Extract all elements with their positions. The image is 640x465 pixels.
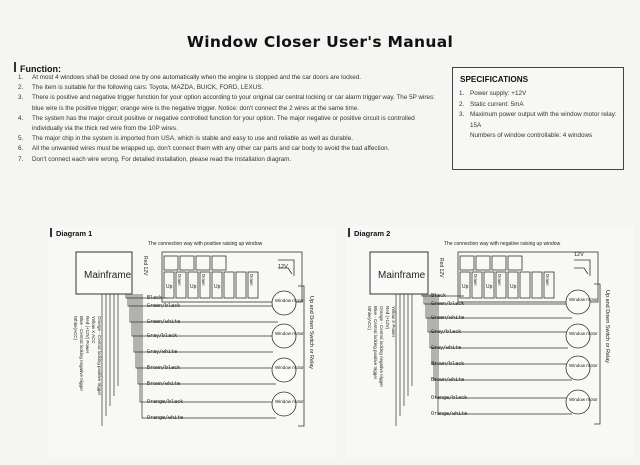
item-text: Power supply: +12V (470, 90, 527, 97)
spec-item (459, 110, 619, 131)
item-text: The system has the major circuit positive or negative controlled function for your option. The major negative or positive circuit is controlled individually via the thick red wire from the 10P wires. (32, 114, 415, 133)
item-number: 3. (18, 94, 24, 102)
diagram-1 (48, 226, 336, 458)
function-item (18, 83, 438, 93)
item-number: 6. (18, 145, 24, 153)
page-title: Window Closer User's Manual (186, 33, 454, 51)
item-number: 3. (459, 111, 465, 118)
relay-up-label: Up (462, 284, 469, 290)
wire-label: Green/white (147, 319, 181, 325)
section-marker (14, 62, 16, 72)
item-number: 2. (18, 84, 24, 92)
function-item (18, 93, 438, 113)
relay-down-label: Down (249, 274, 254, 286)
relay-up-label: Up (190, 284, 197, 290)
wire-label: Brown/black (147, 365, 181, 371)
mainframe-label: Mainframe (378, 270, 426, 281)
wire-label: Green/black (431, 301, 465, 307)
left-wire-label: Red (+12V) Power (85, 316, 90, 354)
wire-harness (396, 294, 572, 426)
relay-up-label: Up (166, 284, 173, 290)
relay-down-label: Down (177, 274, 182, 286)
12v-label: 12V (574, 252, 584, 258)
wire-harness (102, 294, 278, 426)
item-text: Maximum power output with the window motor relay: 15A (470, 111, 617, 129)
item-text: All the unwanted wires must be wrapped up, don't connect them with any other car parts and car body to avoid the bad affection. (32, 145, 390, 153)
switch-bracket (298, 286, 304, 426)
section-marker (50, 228, 52, 237)
item-text: Static current: 5mA (470, 100, 524, 108)
motor-label: Window motor (275, 298, 304, 303)
12v-label: 12V (278, 264, 288, 270)
wire-label: Gray/black (147, 333, 178, 339)
left-wire-label: Red (+12V) (385, 306, 390, 330)
item-text: There is positive and negative trigger function for your option according to your original car central locking or car alarm trigger way. The 5P wires: blue wire is the positive trigger; orange wire is the negative trigger. Notice: don't connect the 2 wires at the same time. (32, 94, 435, 112)
left-wire-label: Blue - Central locking positive trigger (373, 306, 378, 380)
left-wire-label: Blue - Central locking negative trigger (79, 316, 84, 392)
item-number: 2. (459, 100, 465, 108)
wire-label: Orange/white (431, 411, 468, 417)
motor-label: Window motor (275, 331, 304, 336)
item-number: 4. (18, 114, 24, 122)
function-item (18, 73, 438, 83)
relay-up-label: Up (486, 284, 493, 290)
motor-label: Window motor (569, 331, 598, 336)
wire-label: Brown/black (431, 361, 465, 367)
relay-down-label: Down (497, 274, 502, 286)
diagram-label: Diagram 1 (56, 229, 93, 238)
motor-label: Window motor (569, 363, 598, 368)
specifications-heading: SPECIFICATIONS (460, 75, 529, 84)
wire-label: Brown/white (431, 377, 465, 383)
spec-item (459, 131, 619, 142)
item-text: Numbers of window controllable: 4 windows (470, 132, 593, 139)
wire-label: Black (431, 293, 447, 299)
item-text: Don't connect each wire wrong. For detailed installation, please read the Installation diagram. (32, 155, 292, 163)
wire-label: Orange/black (147, 399, 184, 405)
function-item (18, 144, 438, 154)
item-text: At most 4 windows shall be closed one by one automatically when the engine is stopped and the car doors are locked. (32, 74, 362, 81)
wire-label: Gray/white (147, 349, 178, 355)
switch-label: Up and Down Switch or Relay (308, 296, 314, 370)
wire-label: Green/black (147, 303, 181, 309)
item-number: 1. (459, 90, 465, 97)
wire-label: Green/white (431, 315, 465, 321)
motor-label: Window motor (569, 297, 598, 302)
function-item (18, 155, 438, 165)
function-list (18, 73, 438, 165)
function-item (18, 114, 438, 134)
wire-label: Gray/black (431, 329, 462, 335)
relay-up-label: Up (510, 284, 517, 290)
motor-label: Window motor (275, 365, 304, 370)
relay-down-label: Down (473, 274, 478, 286)
relay-up-label: Up (214, 284, 221, 290)
wire-label: Black (147, 295, 163, 301)
switch-label: Up and Down Switch or Relay (604, 290, 610, 364)
left-wire-label: White(ACC) (367, 306, 372, 331)
spec-item (459, 89, 619, 100)
wire-label: Orange/black (431, 395, 468, 401)
relay-down-label: Down (545, 274, 550, 286)
specifications-list (459, 89, 619, 142)
item-text: The item is suitable for the following cars: Toyota, MAZDA, BUICK, FORD, LEXUS. (32, 84, 264, 92)
window-motors (566, 290, 590, 414)
wire-label: Brown/white (147, 381, 181, 387)
wire-label: Gray/white (431, 345, 462, 351)
switch-bracket (594, 284, 600, 424)
item-number: 7. (18, 155, 24, 163)
left-wire-label: Orange - Central locking negative trigger (379, 306, 384, 388)
left-wire-label: Yellow X Power (391, 306, 396, 338)
diagram-label: Diagram 2 (354, 229, 391, 238)
window-motors (272, 291, 296, 416)
motor-label: Window motor (569, 397, 598, 402)
section-marker (348, 228, 350, 237)
motor-label: Window motor (275, 399, 304, 404)
diagram-caption: The connection way with negative raising up window (444, 241, 561, 247)
diagram-caption: The connection way with positive raising up window (148, 241, 263, 247)
function-heading: Function: (20, 64, 61, 74)
mainframe-label: Mainframe (84, 270, 132, 281)
function-item (18, 134, 438, 144)
left-wire-label: Yellow X ACC (91, 316, 96, 344)
wire-label: Orange/white (147, 415, 184, 421)
spec-item (459, 100, 619, 111)
item-text: The major chip in the system is imported from USA, which is stable and easy to use and reliable as well as durable. (32, 135, 353, 143)
wiring-diagram (346, 226, 634, 458)
left-wire-label: White(ACC) (73, 316, 78, 341)
item-number: 1. (18, 74, 24, 81)
specifications-box (452, 67, 624, 170)
wiring-diagram (48, 226, 336, 458)
relay-down-label: Down (201, 274, 206, 286)
red-12v-label: Red 12V (142, 256, 148, 276)
left-wire-label: Orange - Central locking positive trigger (97, 316, 102, 396)
item-number: 5. (18, 135, 24, 143)
red-12v-label: Red 12V (438, 258, 444, 278)
diagram-2 (346, 226, 634, 458)
